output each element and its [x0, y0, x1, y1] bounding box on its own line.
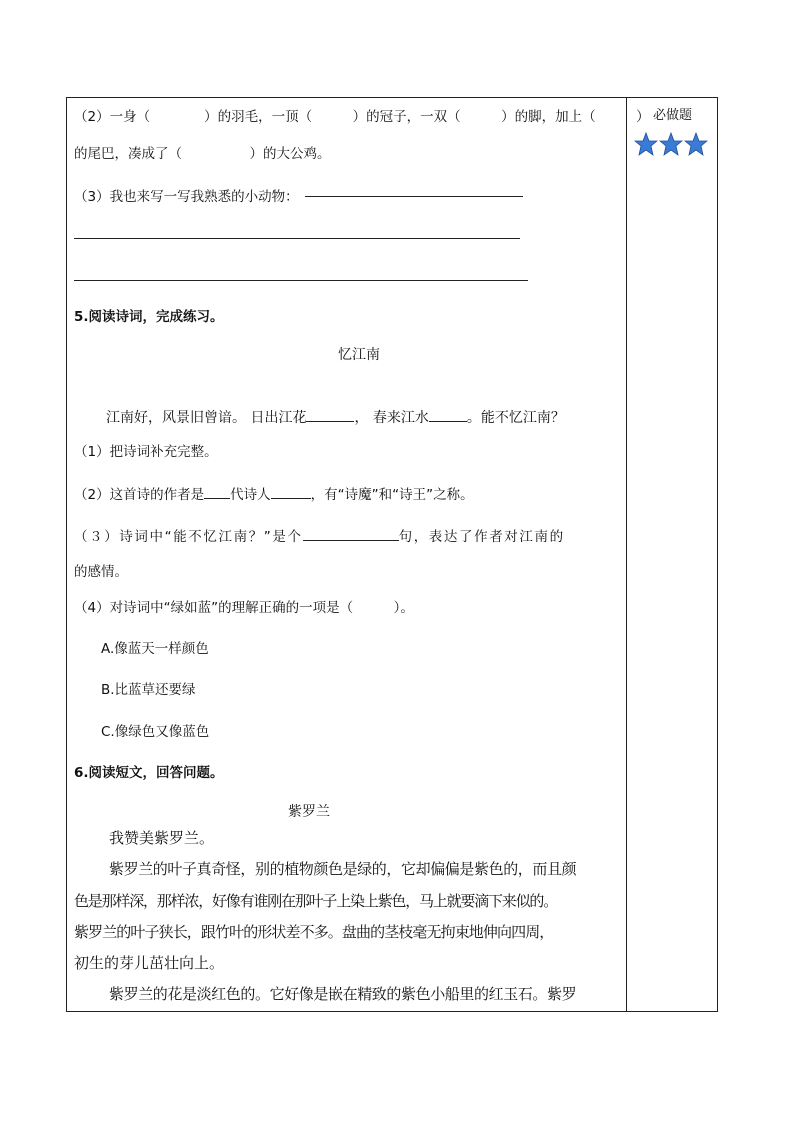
passage-line: 紫罗兰的花是淡红色的。它好像是嵌在精致的紫色小船里的红玉石。紫罗: [109, 985, 577, 1003]
answer-line[interactable]: [74, 238, 520, 239]
q5-sub1: （1）把诗词补充完整。: [74, 444, 218, 460]
poem-part: 江南好，风景旧曾谙。 日出江花: [106, 410, 307, 426]
passage-line: 我赞美紫罗兰。: [109, 829, 215, 847]
required-label: 必做题: [652, 108, 692, 123]
q5-heading: 5.阅读诗词，完成练习。: [74, 309, 224, 325]
sentence-type-blank[interactable]: [303, 526, 399, 541]
poem-title: 忆江南: [338, 347, 380, 363]
option-b[interactable]: B.比蓝草还要绿: [101, 682, 196, 698]
sub3-part: （３）诗词中“能不忆江南？”是个: [74, 529, 303, 545]
star-icon: [659, 132, 683, 156]
poem-blank-1[interactable]: [306, 407, 354, 422]
q5-sub3-cont: 的感情。: [74, 564, 128, 580]
passage-title: 紫罗兰: [288, 804, 330, 820]
sub3-part: 句，表达了作者对江南的: [398, 529, 565, 545]
q4-item2-line2: 的尾巴，凑成了（ ）的大公鸡。: [74, 146, 331, 162]
answer-line[interactable]: [74, 280, 528, 281]
poet-blank[interactable]: [271, 484, 311, 499]
sub2-part: ，有“诗魔”和“诗王”之称。: [310, 487, 474, 503]
passage-line: 色是那样深，那样浓，好像有谁刚在那叶子上染上紫色，马上就要滴下来似的。: [74, 892, 558, 910]
poem-blank-2[interactable]: [429, 407, 467, 422]
dynasty-blank[interactable]: [204, 484, 230, 499]
difficulty-stars: [634, 132, 708, 156]
q4-item2-line1: （2）一身（ ）的羽毛，一顶（ ）的冠子，一双（ ）的脚，加上（ ）: [74, 109, 650, 125]
q5-sub2: [74, 484, 474, 504]
q5-sub3: [74, 526, 565, 546]
q6-heading: 6.阅读短文，回答问题。: [74, 765, 224, 781]
passage-line: 紫罗兰的叶子真奇怪，别的植物颜色是绿的，它却偏偏是紫色的，而且颜: [109, 860, 577, 878]
poem-part: ， 春来江水: [354, 410, 429, 426]
column-divider: [626, 97, 627, 1012]
option-c[interactable]: C.像绿色又像蓝色: [101, 724, 210, 740]
poem-line: [106, 407, 565, 427]
poem-part: 。能不忆江南？: [466, 410, 565, 426]
sub2-part: 代诗人: [230, 487, 271, 503]
q5-sub4: （4）对诗词中“绿如蓝”的理解正确的一项是（ ）。: [74, 600, 414, 616]
q4-item3: （3）我也来写一写我熟悉的小动物：: [74, 189, 299, 205]
sub2-part: （2）这首诗的作者是: [74, 487, 205, 503]
star-icon: [684, 132, 708, 156]
answer-line[interactable]: [305, 196, 523, 197]
passage-line: 紫罗兰的叶子狭长，跟竹叶的形状差不多。盘曲的茎枝毫无拘束地伸向四周，: [74, 923, 554, 941]
star-icon: [634, 132, 658, 156]
passage-line: 初生的芽儿茁壮向上。: [74, 954, 225, 972]
option-a[interactable]: A.像蓝天一样颜色: [101, 641, 209, 657]
